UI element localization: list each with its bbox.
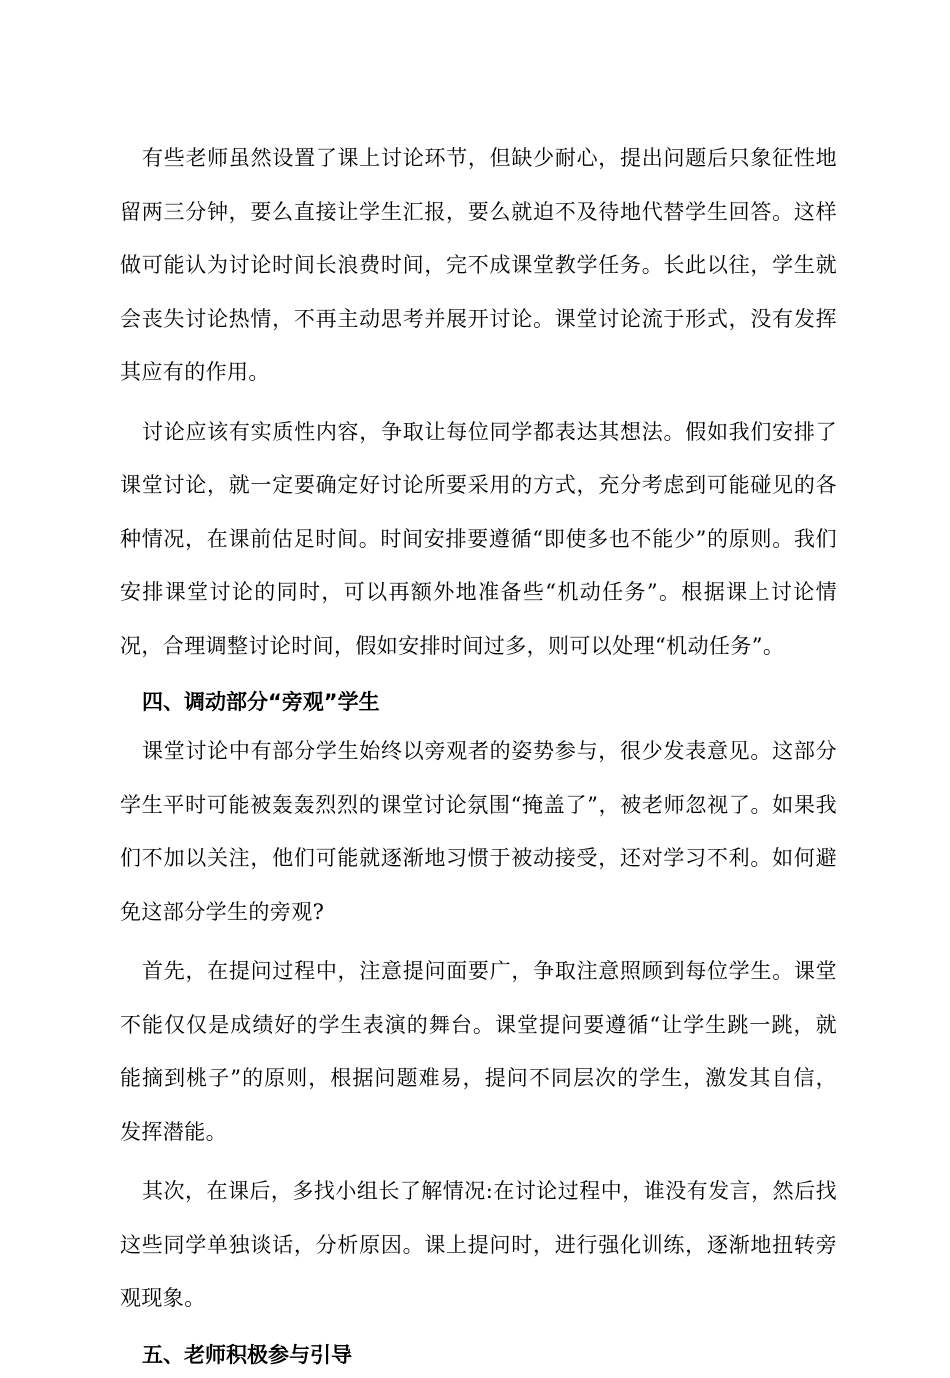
paragraph-bystander-students: 课堂讨论中有部分学生始终以旁观者的姿势参与，很少发表意见。这部分学生平时可能被轰轰烈烈的课堂讨论氛围“掩盖了”，被老师忽视了。如果我们不加以关注，他们可能就逐渐地习惯于被动接受，还对学习不利。如何避免这部分学生的旁观? [120,739,837,924]
document-body [120,132,837,1378]
paragraph-discussion-patience: 有些老师虽然设置了课上讨论环节，但缺少耐心，提出问题后只象征性地留两三分钟，要么直接让学生汇报，要么就迫不及待地代替学生回答。这样做可能认为讨论时间长浪费时间，完不成课堂教学任务。长此以往，学生就会丧失讨论热情，不再主动思考并展开讨论。课堂讨论流于形式，没有发挥其应有的作用。 [120,146,837,384]
paragraph-discussion-substance: 讨论应该有实质性内容，争取让每位同学都表达其想法。假如我们安排了课堂讨论，就一定要确定好讨论所要采用的方式，充分考虑到可能碰见的各种情况，在课前估足时间。时间安排要遵循“即使多也不能少”的原则。我们安排课堂讨论的同时，可以再额外地准备些“机动任务”。根据课上讨论情况，合理调整讨论时间，假如安排时间过多，则可以处理“机动任务”。 [120,419,837,658]
section-heading-5: 五、老师积极参与引导 [142,1342,352,1367]
section-heading-4: 四、调动部分“旁观”学生 [142,690,380,714]
paragraph-first-measure: 首先，在提问过程中，注意提问面要广，争取注意照顾到每位学生。课堂不能仅仅是成绩好的学生表演的舞台。课堂提问要遵循“让学生跳一跳，就能摘到桃子”的原则，根据问题难易，提问不同层次的学生，激发其自信，发挥潜能。 [120,959,837,1144]
paragraph-second-measure: 其次，在课后，多找小组长了解情况:在讨论过程中，谁没有发言，然后找这些同学单独谈话，分析原因。课上提问时，进行强化训练，逐渐地扭转旁观现象。 [120,1179,837,1310]
